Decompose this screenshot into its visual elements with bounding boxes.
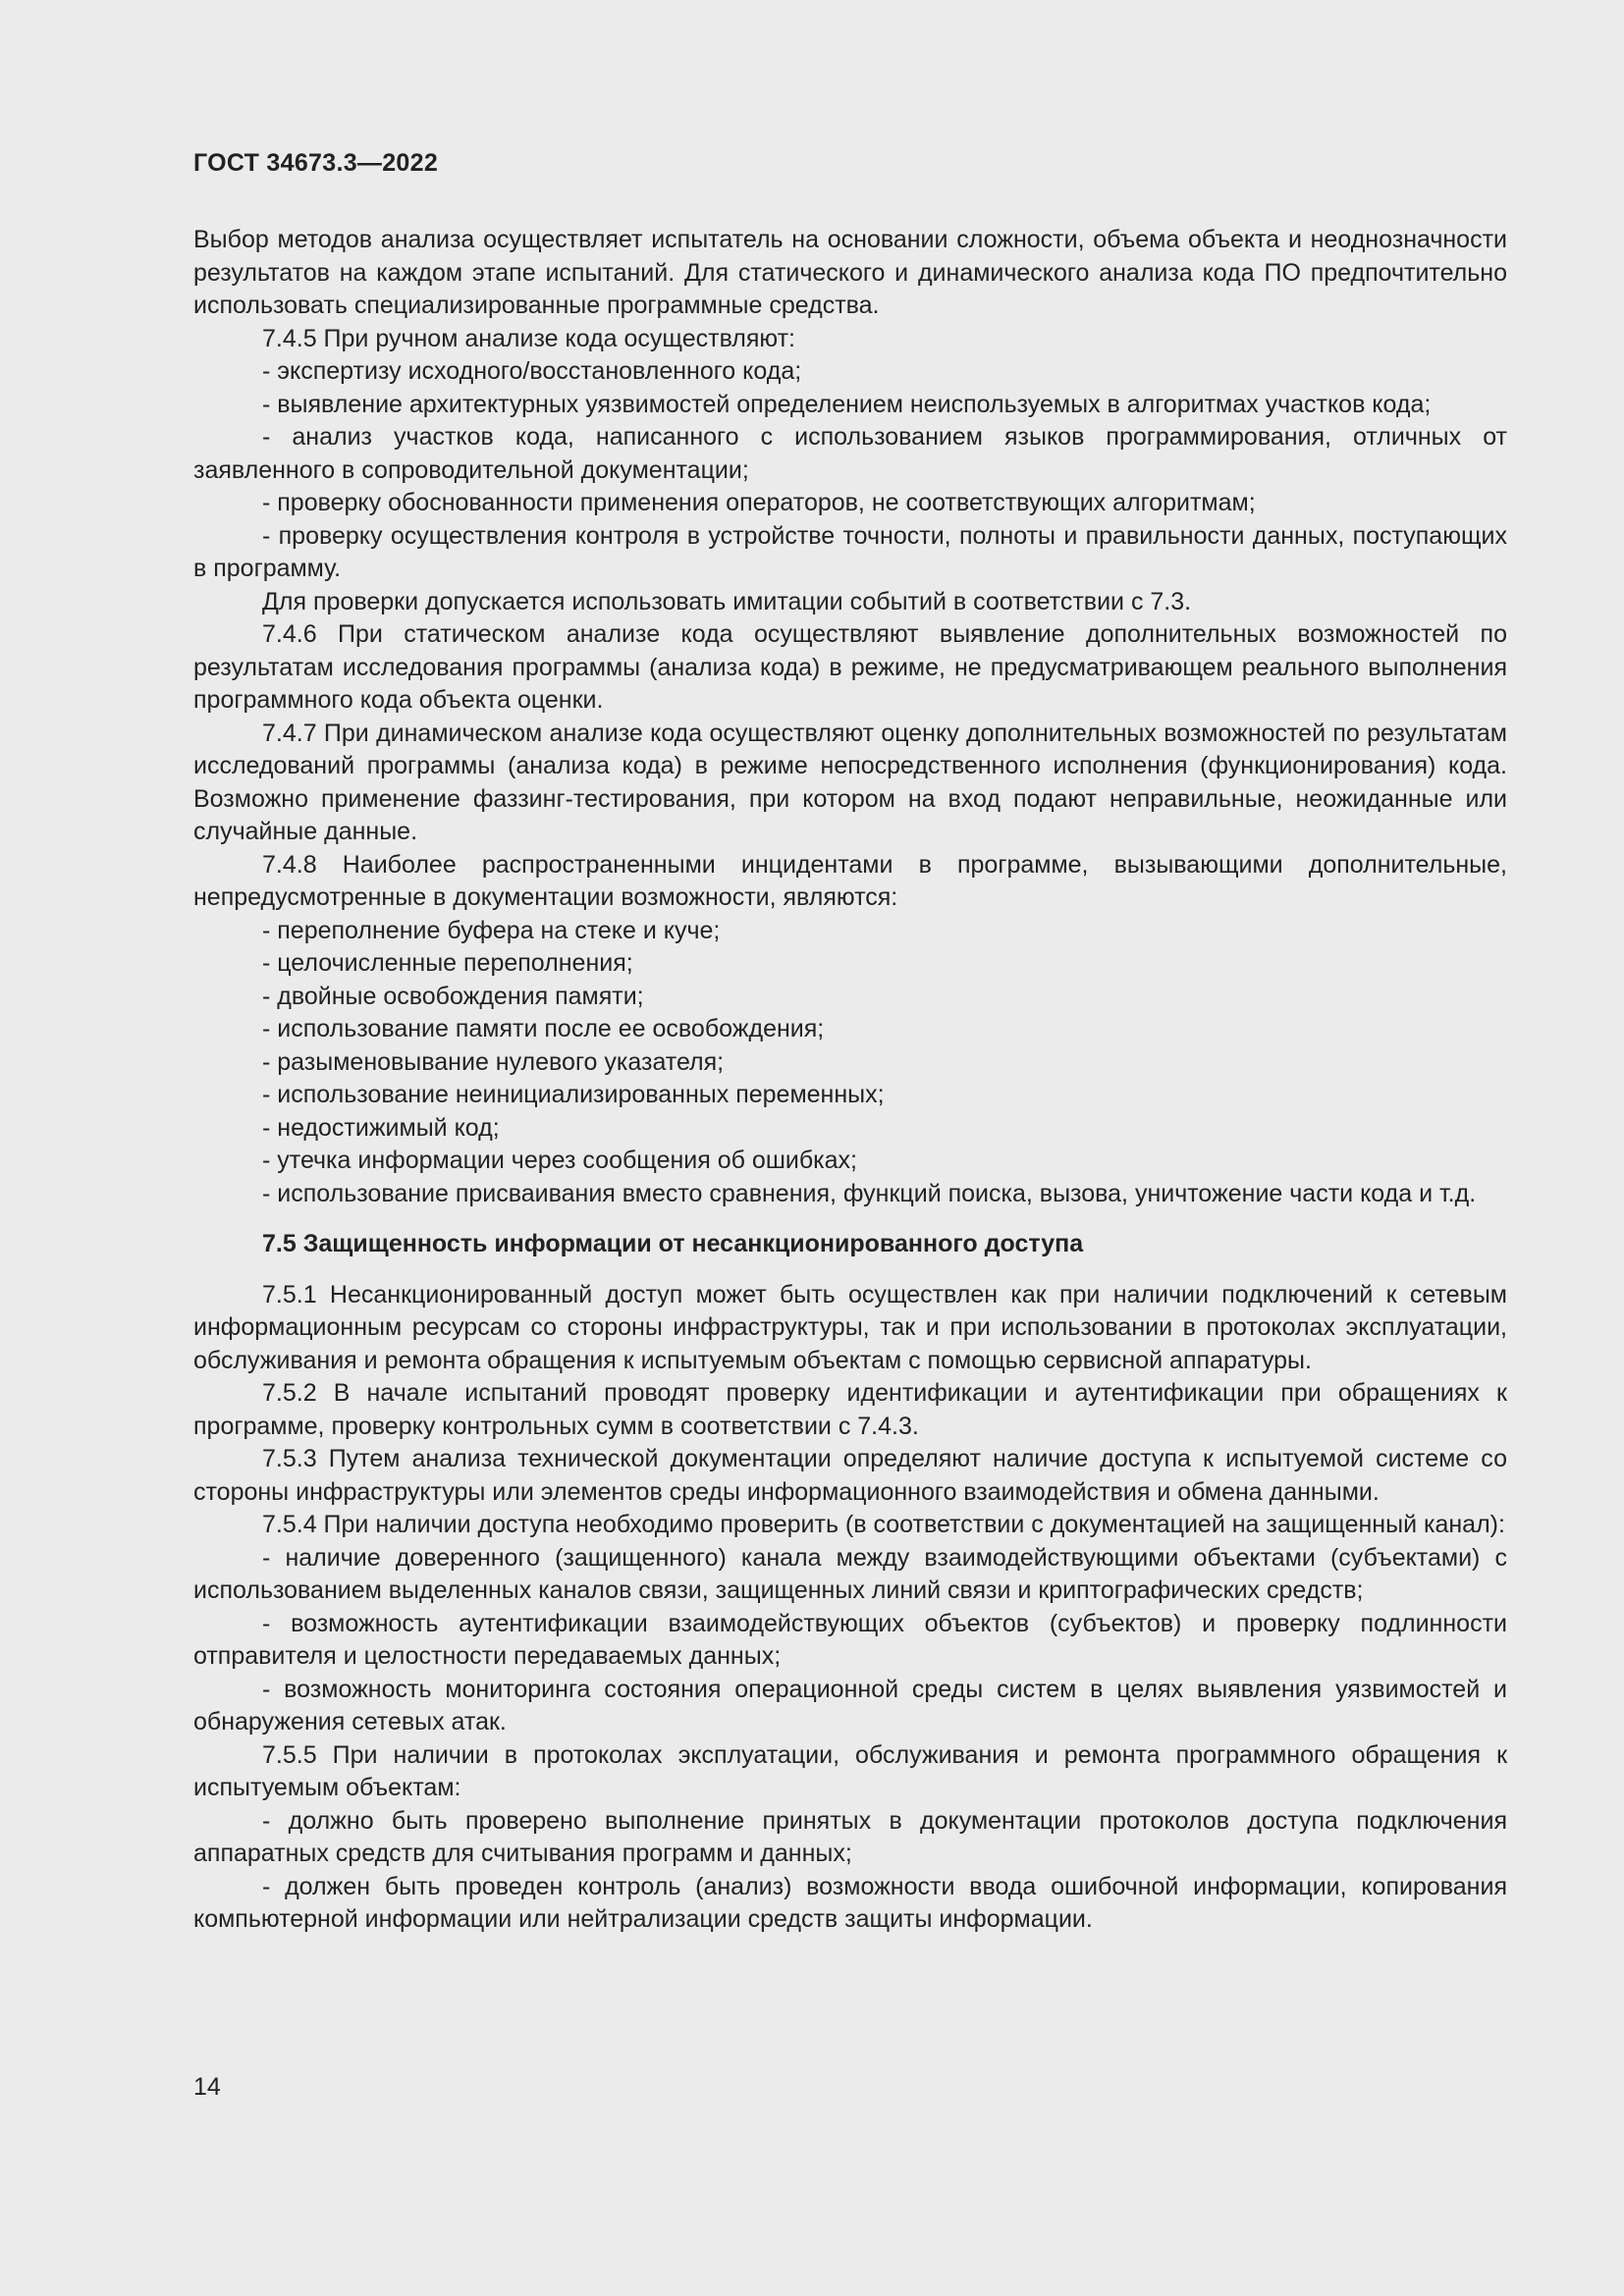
list-item: - возможность аутентификации взаимодействующих объектов (субъектов) и проверку подлинности отправителя и целостности передаваемых данных;: [193, 1609, 1507, 1670]
clause-7-5-2: 7.5.2 В начале испытаний проводят проверку идентификации и аутентификации при обращениях к программе, проверку контрольных сумм в соответствии с 7.4.3.: [193, 1379, 1507, 1440]
clause-7-4-7: 7.4.7 При динамическом анализе кода осуществляют оценку дополнительных возможностей по результатам исследований программы (анализа кода) в режиме непосредственного исполнения (функционирования) кода. Возможно применение фаззинг-тестирования, при котором на вход подают неправильные, неожиданные или случайные данные.: [193, 719, 1507, 845]
list-item: - двойные освобождения памяти;: [262, 982, 644, 1010]
list-item: - экспертизу исходного/восстановленного кода;: [262, 357, 802, 385]
list-item: - анализ участков кода, написанного с использованием языков программирования, отличных от заявленного в сопроводительной документации;: [193, 423, 1507, 484]
clause-7-4-5: 7.4.5 При ручном анализе кода осуществляют:: [262, 324, 796, 352]
clause-7-4-8: 7.4.8 Наиболее распространенными инцидентами в программе, вызывающими дополнительные, непредусмотренные в документации возможности, являются:: [193, 850, 1507, 911]
list-item: - наличие доверенного (защищенного) канала между взаимодействующими объектами (субъектами) с использованием выделенных каналов связи, защищенных линий связи и криптографических средств;: [193, 1543, 1507, 1604]
page-number: 14: [193, 2073, 221, 2101]
list-item: - возможность мониторинга состояния операционной среды систем в целях выявления уязвимостей и обнаружения сетевых атак.: [193, 1675, 1507, 1735]
paragraph: Для проверки допускается использовать имитации событий в соответствии с 7.3.: [262, 587, 1192, 615]
clause-7-5-3: 7.5.3 Путем анализа технической документации определяют наличие доступа к испытуемой системе со стороны инфраструктуры или элементов среды информационного взаимодействия и обмена данными.: [193, 1445, 1507, 1506]
list-item: - недостижимый код;: [262, 1113, 500, 1142]
list-item: - использование неинициализированных переменных;: [262, 1081, 885, 1108]
list-item: - переполнение буфера на стеке и куче;: [262, 916, 721, 944]
list-item: - утечка информации через сообщения об ошибках;: [262, 1147, 858, 1174]
list-item: - проверку обоснованности применения операторов, не соответствующих алгоритмам;: [262, 489, 1256, 516]
list-item: - целочисленные переполнения;: [262, 949, 633, 977]
clause-7-5-1: 7.5.1 Несанкционированный доступ может быть осуществлен как при наличии подключений к сетевым информационным ресурсам со стороны инфраструктуры, так и при использовании в протоколах эксплуатации, обслуживания и ремонта обращения к испытуемым объектам с помощью сервисной аппаратуры.: [193, 1280, 1507, 1374]
list-item: - выявление архитектурных уязвимостей определением неиспользуемых в алгоритмах участков кода;: [262, 390, 1432, 418]
list-item: - использование памяти после ее освобождения;: [262, 1015, 825, 1042]
list-item: - использование присваивания вместо сравнения, функций поиска, вызова, уничтожение части кода и т.д.: [262, 1179, 1477, 1207]
clause-7-4-6: 7.4.6 При статическом анализе кода осуществляют выявление дополнительных возможностей по результатам исследования программы (анализа кода) в режиме, не предусматривающем реального выполнения программного кода объекта оценки.: [193, 620, 1507, 714]
document-body: [193, 224, 1507, 1937]
list-item: - проверку осуществления контроля в устройстве точности, полноты и правильности данных, поступающих в программу.: [193, 521, 1507, 582]
list-item: - разыменовывание нулевого указателя;: [262, 1047, 725, 1076]
list-item: - должен быть проведен контроль (анализ) возможности ввода ошибочной информации, копирования компьютерной информации или нейтрализации средств защиты информации.: [193, 1872, 1507, 1933]
clause-7-5-4: 7.5.4 При наличии доступа необходимо проверить (в соответствии с документацией на защищенный канал):: [262, 1511, 1505, 1538]
clause-7-5-5: 7.5.5 При наличии в протоколах эксплуатации, обслуживания и ремонта программного обращения к испытуемым объектам:: [193, 1740, 1507, 1801]
list-item: - должно быть проверено выполнение принятых в документации протоколов доступа подключения аппаратных средств для считывания программ и данных;: [193, 1806, 1507, 1867]
document-code-header: ГОСТ 34673.3—2022: [193, 149, 439, 177]
section-heading: 7.5 Защищенность информации от несанкционированного доступа: [262, 1230, 1084, 1257]
paragraph: Выбор методов анализа осуществляет испытатель на основании сложности, объема объекта и неоднозначности результатов на каждом этапе испытаний. Для статического и динамического анализа кода ПО предпочтительно использовать специализированные программные средства.: [193, 226, 1507, 319]
